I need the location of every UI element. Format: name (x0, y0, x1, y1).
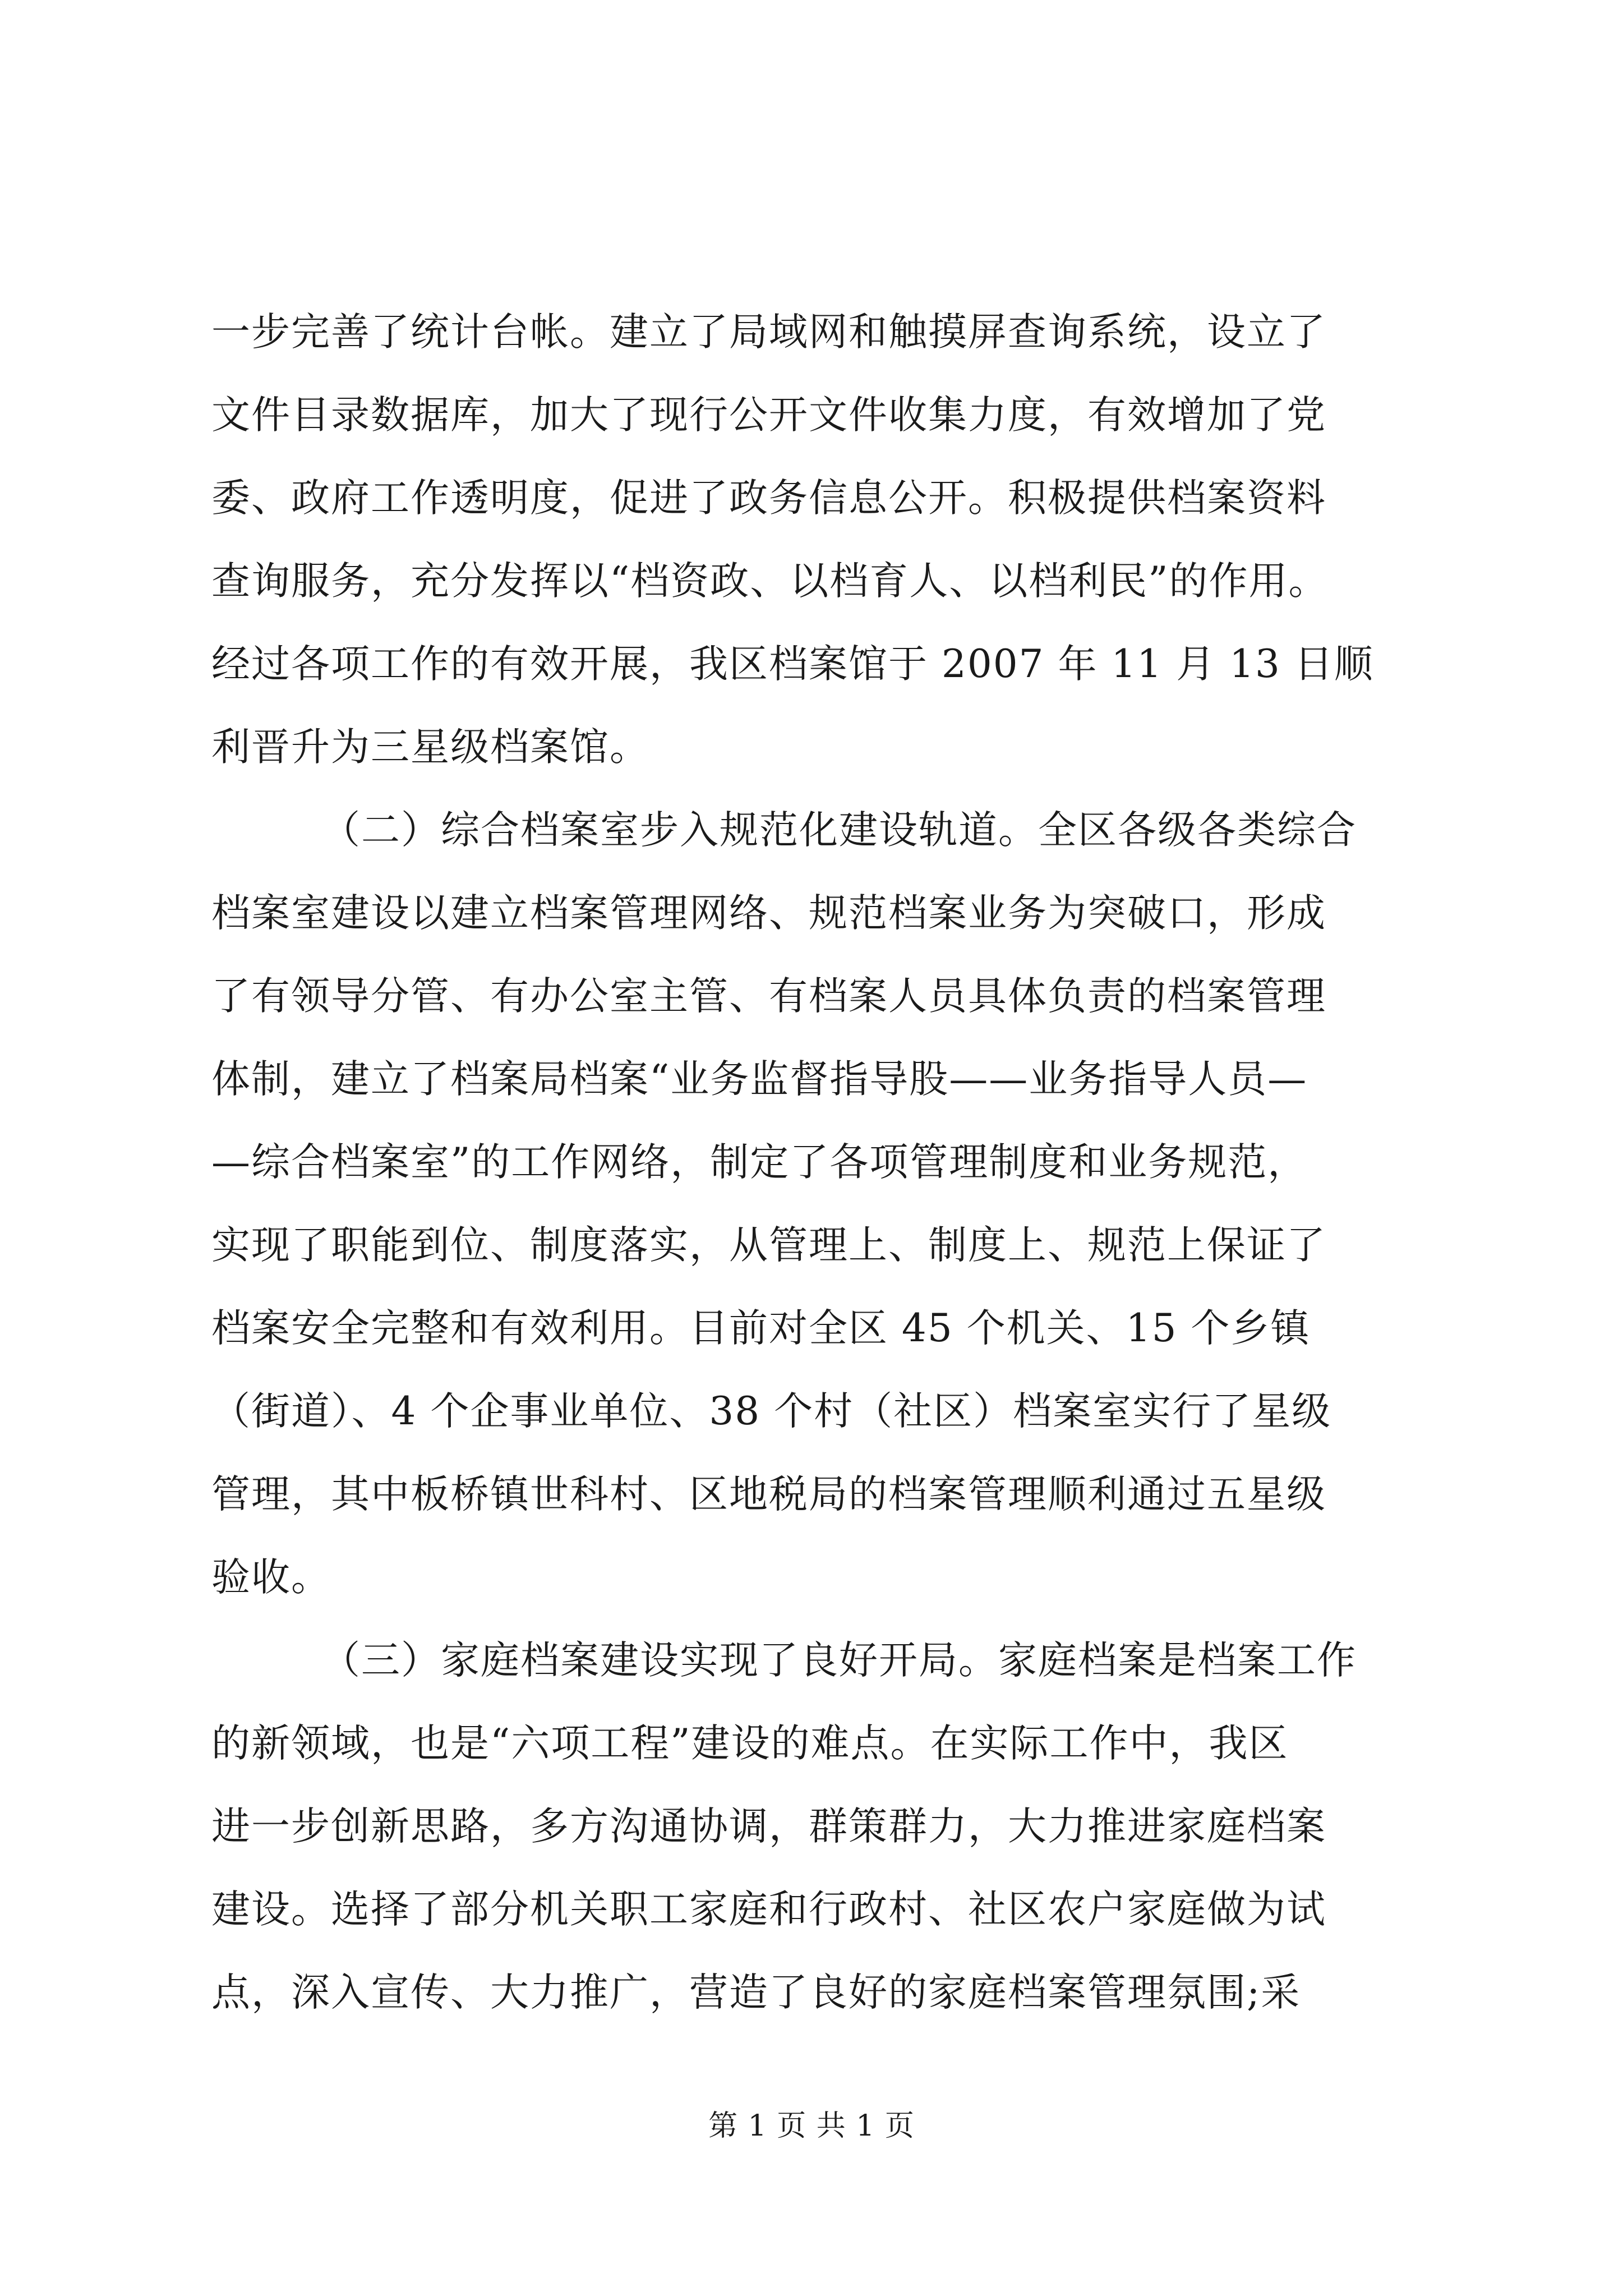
text-line: 实现了职能到位、制度落实，从管理上、制度上、规范上保证了 (211, 1223, 1326, 1268)
text-line: 文件目录数据库，加大了现行公开文件收集力度，有效增加了党 (211, 393, 1326, 438)
text-line: 利晋升为三星级档案馆。 (211, 725, 649, 770)
text-line: —综合档案室”的工作网络，制定了各项管理制度和业务规范， (211, 1140, 1308, 1185)
text-line: 了有领导分管、有办公室主管、有档案人员具体负责的档案管理 (211, 974, 1326, 1019)
paragraph-heading-line: （二）综合档案室步入规范化建设轨道。全区各级各类综合 (321, 808, 1357, 853)
text-line: 一步完善了统计台帐。建立了局域网和触摸屏查询系统，设立了 (211, 310, 1326, 355)
text-line: 点，深入宣传、大力推广，营造了良好的家庭档案管理氛围;采 (211, 1970, 1301, 2015)
paragraph-heading-line: （三）家庭档案建设实现了良好开局。家庭档案是档案工作 (321, 1638, 1357, 1683)
text-line: 查询服务，充分发挥以“档资政、以档育人、以档利民”的作用。 (211, 559, 1329, 604)
page-number-label: 第 1 页 共 1 页 (708, 2109, 915, 2143)
text-line: 管理，其中板桥镇世科村、区地税局的档案管理顺利通过五星级 (211, 1472, 1326, 1517)
text-line: 经过各项工作的有效开展，我区档案馆于 2007 年 11 月 13 日顺 (211, 642, 1374, 687)
text-line: 档案室建设以建立档案管理网络、规范档案业务为突破口，形成 (211, 891, 1326, 936)
text-line: 建设。选择了部分机关职工家庭和行政村、社区农户家庭做为试 (211, 1887, 1326, 1932)
text-line: （街道）、4 个企事业单位、38 个村（社区）档案室实行了星级 (211, 1389, 1332, 1434)
text-line: 体制，建立了档案局档案“业务监督指导股——业务指导人员— (211, 1057, 1308, 1102)
text-line: 委、政府工作透明度，促进了政务信息公开。积极提供档案资料 (211, 476, 1326, 521)
text-line: 进一步创新思路，多方沟通协调，群策群力，大力推进家庭档案 (211, 1804, 1326, 1849)
text-line: 验收。 (211, 1555, 331, 1600)
text-line: 的新领域，也是“六项工程”建设的难点。在实际工作中，我区 (211, 1721, 1289, 1766)
document-body (211, 291, 1423, 2034)
text-line: 档案安全完整和有效利用。目前对全区 45 个机关、15 个乡镇 (211, 1306, 1311, 1351)
page-footer (0, 2106, 1623, 2146)
